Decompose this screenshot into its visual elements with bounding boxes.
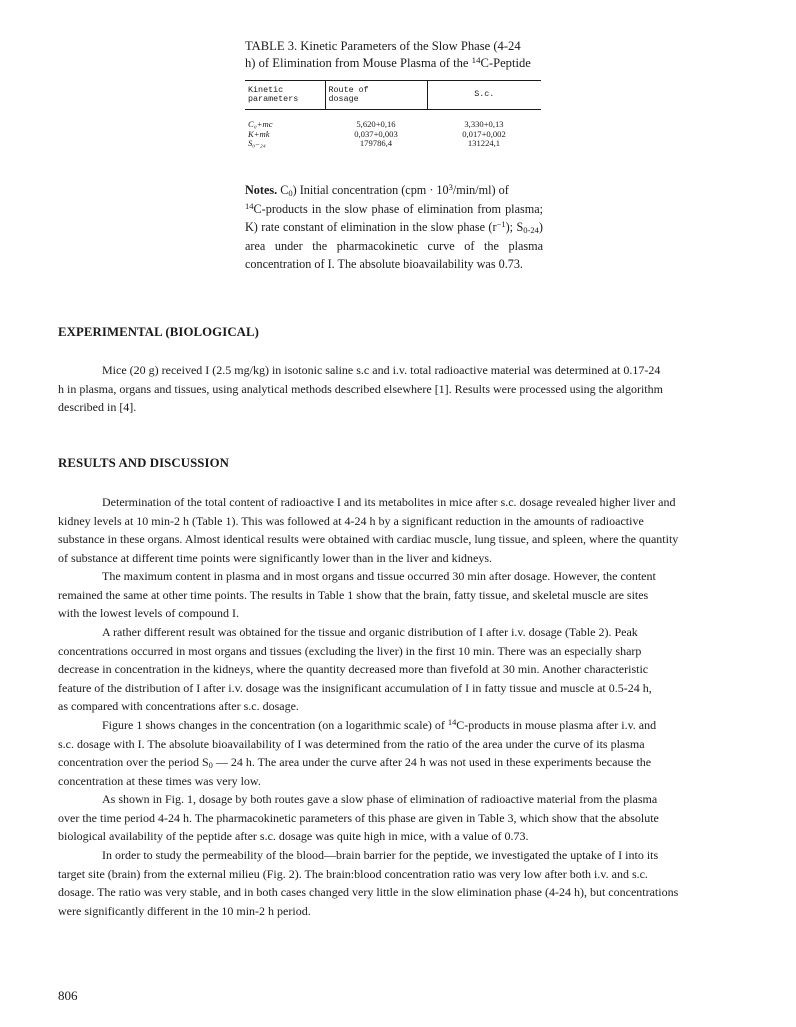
row-value-1: 179786,4 bbox=[359, 138, 393, 149]
row-value-1: 5,620+0,16 bbox=[356, 119, 396, 129]
text-line: As shown in Fig. 1, dosage by both routes gave a slow phase of elimination of radioactive material from the plasma bbox=[102, 792, 658, 806]
table-row bbox=[245, 110, 541, 130]
text-fragment: C-products in mouse plasma after i.v. and bbox=[456, 718, 657, 732]
row-value-2: 131224,1 bbox=[467, 138, 501, 149]
text-line: target site (brain) from the external milieu (Fig. 2). The brain:blood concentration ratio was very low after both i.v. and s.c. bbox=[58, 866, 648, 881]
text-line: s.c. dosage with I. The absolute bioavailability of I was determined from the ratio of the area under the curve of its plasma bbox=[58, 736, 645, 751]
text-line: biological availability of the peptide after s.c. dosage was quite high in mice, with a value of 0.73. bbox=[58, 829, 529, 844]
text-line: In order to study the permeability of the blood—brain barrier for the peptide, we investigated the uptake of I into its bbox=[102, 848, 659, 862]
text-line bbox=[58, 716, 741, 735]
page-number: 806 bbox=[58, 988, 78, 1003]
text-line: Determination of the total content of radioactive I and its metabolites in mice after s.c. dosage revealed higher liver and bbox=[102, 495, 676, 509]
results-paragraph-1 bbox=[58, 493, 741, 567]
experimental-paragraph bbox=[58, 361, 741, 417]
notes-text-5: ); S bbox=[505, 220, 524, 235]
section-heading-results: RESULTS AND DISCUSSION bbox=[58, 456, 229, 470]
header-col2-line1: Route of bbox=[328, 84, 369, 95]
text-line: of substance at different time points were significantly lower than in the liver and kidneys. bbox=[58, 550, 492, 565]
caption-line-1: TABLE 3. Kinetic Parameters of the Slow Phase (4-24 bbox=[245, 39, 521, 53]
text-line: with the lowest levels of compound I. bbox=[58, 606, 239, 621]
text-line: described in [4]. bbox=[58, 400, 137, 415]
text-line bbox=[58, 753, 741, 772]
notes-sup-2: 14 bbox=[245, 200, 254, 211]
row-param: K+mk bbox=[248, 128, 270, 139]
header-route-of-dosage bbox=[325, 81, 427, 110]
text-line: decrease in concentration in the kidneys, where the quantity decreased more than fivefold at 30 min. Another characteristic bbox=[58, 662, 649, 677]
text-line: Mice (20 g) received I (2.5 mg/kg) in isotonic saline s.c and i.v. total radioactive material was determined at 0.17-24 bbox=[102, 363, 661, 377]
text-line: substance in these organs. Almost identical results were obtained with cardiac muscle, lung tissue, and spleen, where the quantity bbox=[58, 532, 679, 547]
text-line: as compared with concentrations after s.c. dosage. bbox=[58, 699, 299, 714]
results-paragraph-2 bbox=[58, 567, 741, 623]
notes-text-1: C bbox=[277, 183, 289, 197]
header-col2-line2: dosage bbox=[328, 94, 359, 104]
caption-line-2-text: h) of Elimination from Mouse Plasma of the bbox=[245, 56, 472, 70]
text-line: feature of the distribution of I after i.v. dosage was the insignificant accumulation of I in fatty tissue and muscle at 0.5-24 h, bbox=[58, 680, 652, 695]
kinetic-parameters-table bbox=[245, 80, 541, 149]
table-caption bbox=[245, 38, 545, 72]
text-line: concentration at these times was very low. bbox=[58, 773, 261, 788]
notes-sub-1: 0 bbox=[288, 188, 293, 199]
notes-text-3: /min/ml) of bbox=[452, 183, 509, 197]
row-param: C₀+mc bbox=[248, 119, 273, 129]
row-value-1: 0,037+0,003 bbox=[354, 128, 398, 139]
header-col1-line2: parameters bbox=[248, 94, 299, 104]
text-fragment: concentration over the period S bbox=[58, 755, 209, 770]
notes-text-2: ) Initial concentration (cpm · 10 bbox=[292, 183, 449, 197]
text-line: A rather different result was obtained for the tissue and organic distribution of I after i.v. dosage (Table 2). Peak bbox=[102, 625, 638, 639]
header-col1-line1: Kinetic bbox=[248, 84, 284, 95]
table-notes bbox=[245, 181, 543, 274]
text-line: kidney levels at 10 min-2 h (Table 1). This was followed at 4-24 h by a significant reduction in the amounts of radioactive bbox=[58, 513, 644, 528]
text-line: remained the same at other time points. The results in Table 1 show that the brain, fatty tissue, and skeletal muscle are sites bbox=[58, 587, 649, 602]
subscript: 0 bbox=[208, 761, 213, 771]
results-paragraph-3 bbox=[58, 623, 741, 716]
notes-text-4: C-products in the slow phase of elimination from plasma; K) rate constant of elimination in the slow phase (r bbox=[245, 201, 543, 235]
row-param: S₀₋₂₄ bbox=[248, 138, 266, 149]
notes-sup-3: −1 bbox=[496, 219, 506, 230]
caption-line-2 bbox=[245, 55, 545, 72]
text-fragment: — 24 h. The area under the curve after 24 h was not used in these experiments because the bbox=[212, 755, 652, 770]
notes-sup-1: 3 bbox=[448, 182, 453, 193]
caption-line-2-end: C-Peptide bbox=[480, 56, 531, 70]
caption-superscript: 14 bbox=[471, 55, 481, 66]
header-kinetic-parameters bbox=[245, 81, 325, 110]
results-paragraph-4 bbox=[58, 716, 741, 790]
row-value-2: 3,330+0,13 bbox=[464, 119, 504, 129]
text-line: The maximum content in plasma and in most organs and tissue occurred 30 min after dosage. However, the content bbox=[102, 569, 656, 583]
superscript: 14 bbox=[447, 718, 457, 728]
text-line: dosage. The ratio was very stable, and in both cases changed very little in the slow elimination phase (4-24 h), but concentrations bbox=[58, 885, 679, 900]
text-line: were significantly different in the 10 min-2 h period. bbox=[58, 903, 311, 918]
results-paragraph-6 bbox=[58, 846, 741, 920]
notes-text-6: ) area under the pharmacokinetic curve of the plasma concentration of I. The absolute bioavailability was 0.73. bbox=[245, 220, 543, 272]
table-header-row bbox=[245, 81, 541, 110]
text-fragment: Figure 1 shows changes in the concentration (on a logarithmic scale) of bbox=[102, 718, 448, 732]
text-line: concentrations occurred in most organs and tissues (excluding the liver) in the first 10 min. There was an especially sharp bbox=[58, 643, 642, 658]
results-paragraph-5 bbox=[58, 790, 741, 846]
notes-label: Notes. bbox=[245, 183, 278, 197]
section-heading-experimental: EXPERIMENTAL (BIOLOGICAL) bbox=[58, 325, 259, 339]
row-value-2: 0,017+0,002 bbox=[462, 128, 506, 139]
notes-sub-2: 0-24 bbox=[523, 225, 539, 236]
text-line: h in plasma, organs and tissues, using analytical methods described elsewhere [1]. Results were processed using the algorithm bbox=[58, 381, 663, 396]
table-row bbox=[245, 139, 541, 149]
header-sc: S.c. bbox=[427, 81, 541, 110]
table-3 bbox=[245, 38, 545, 149]
text-line: over the time period 4-24 h. The pharmacokinetic parameters of this phase are given in Table 3, which show that the absolute bbox=[58, 810, 659, 825]
